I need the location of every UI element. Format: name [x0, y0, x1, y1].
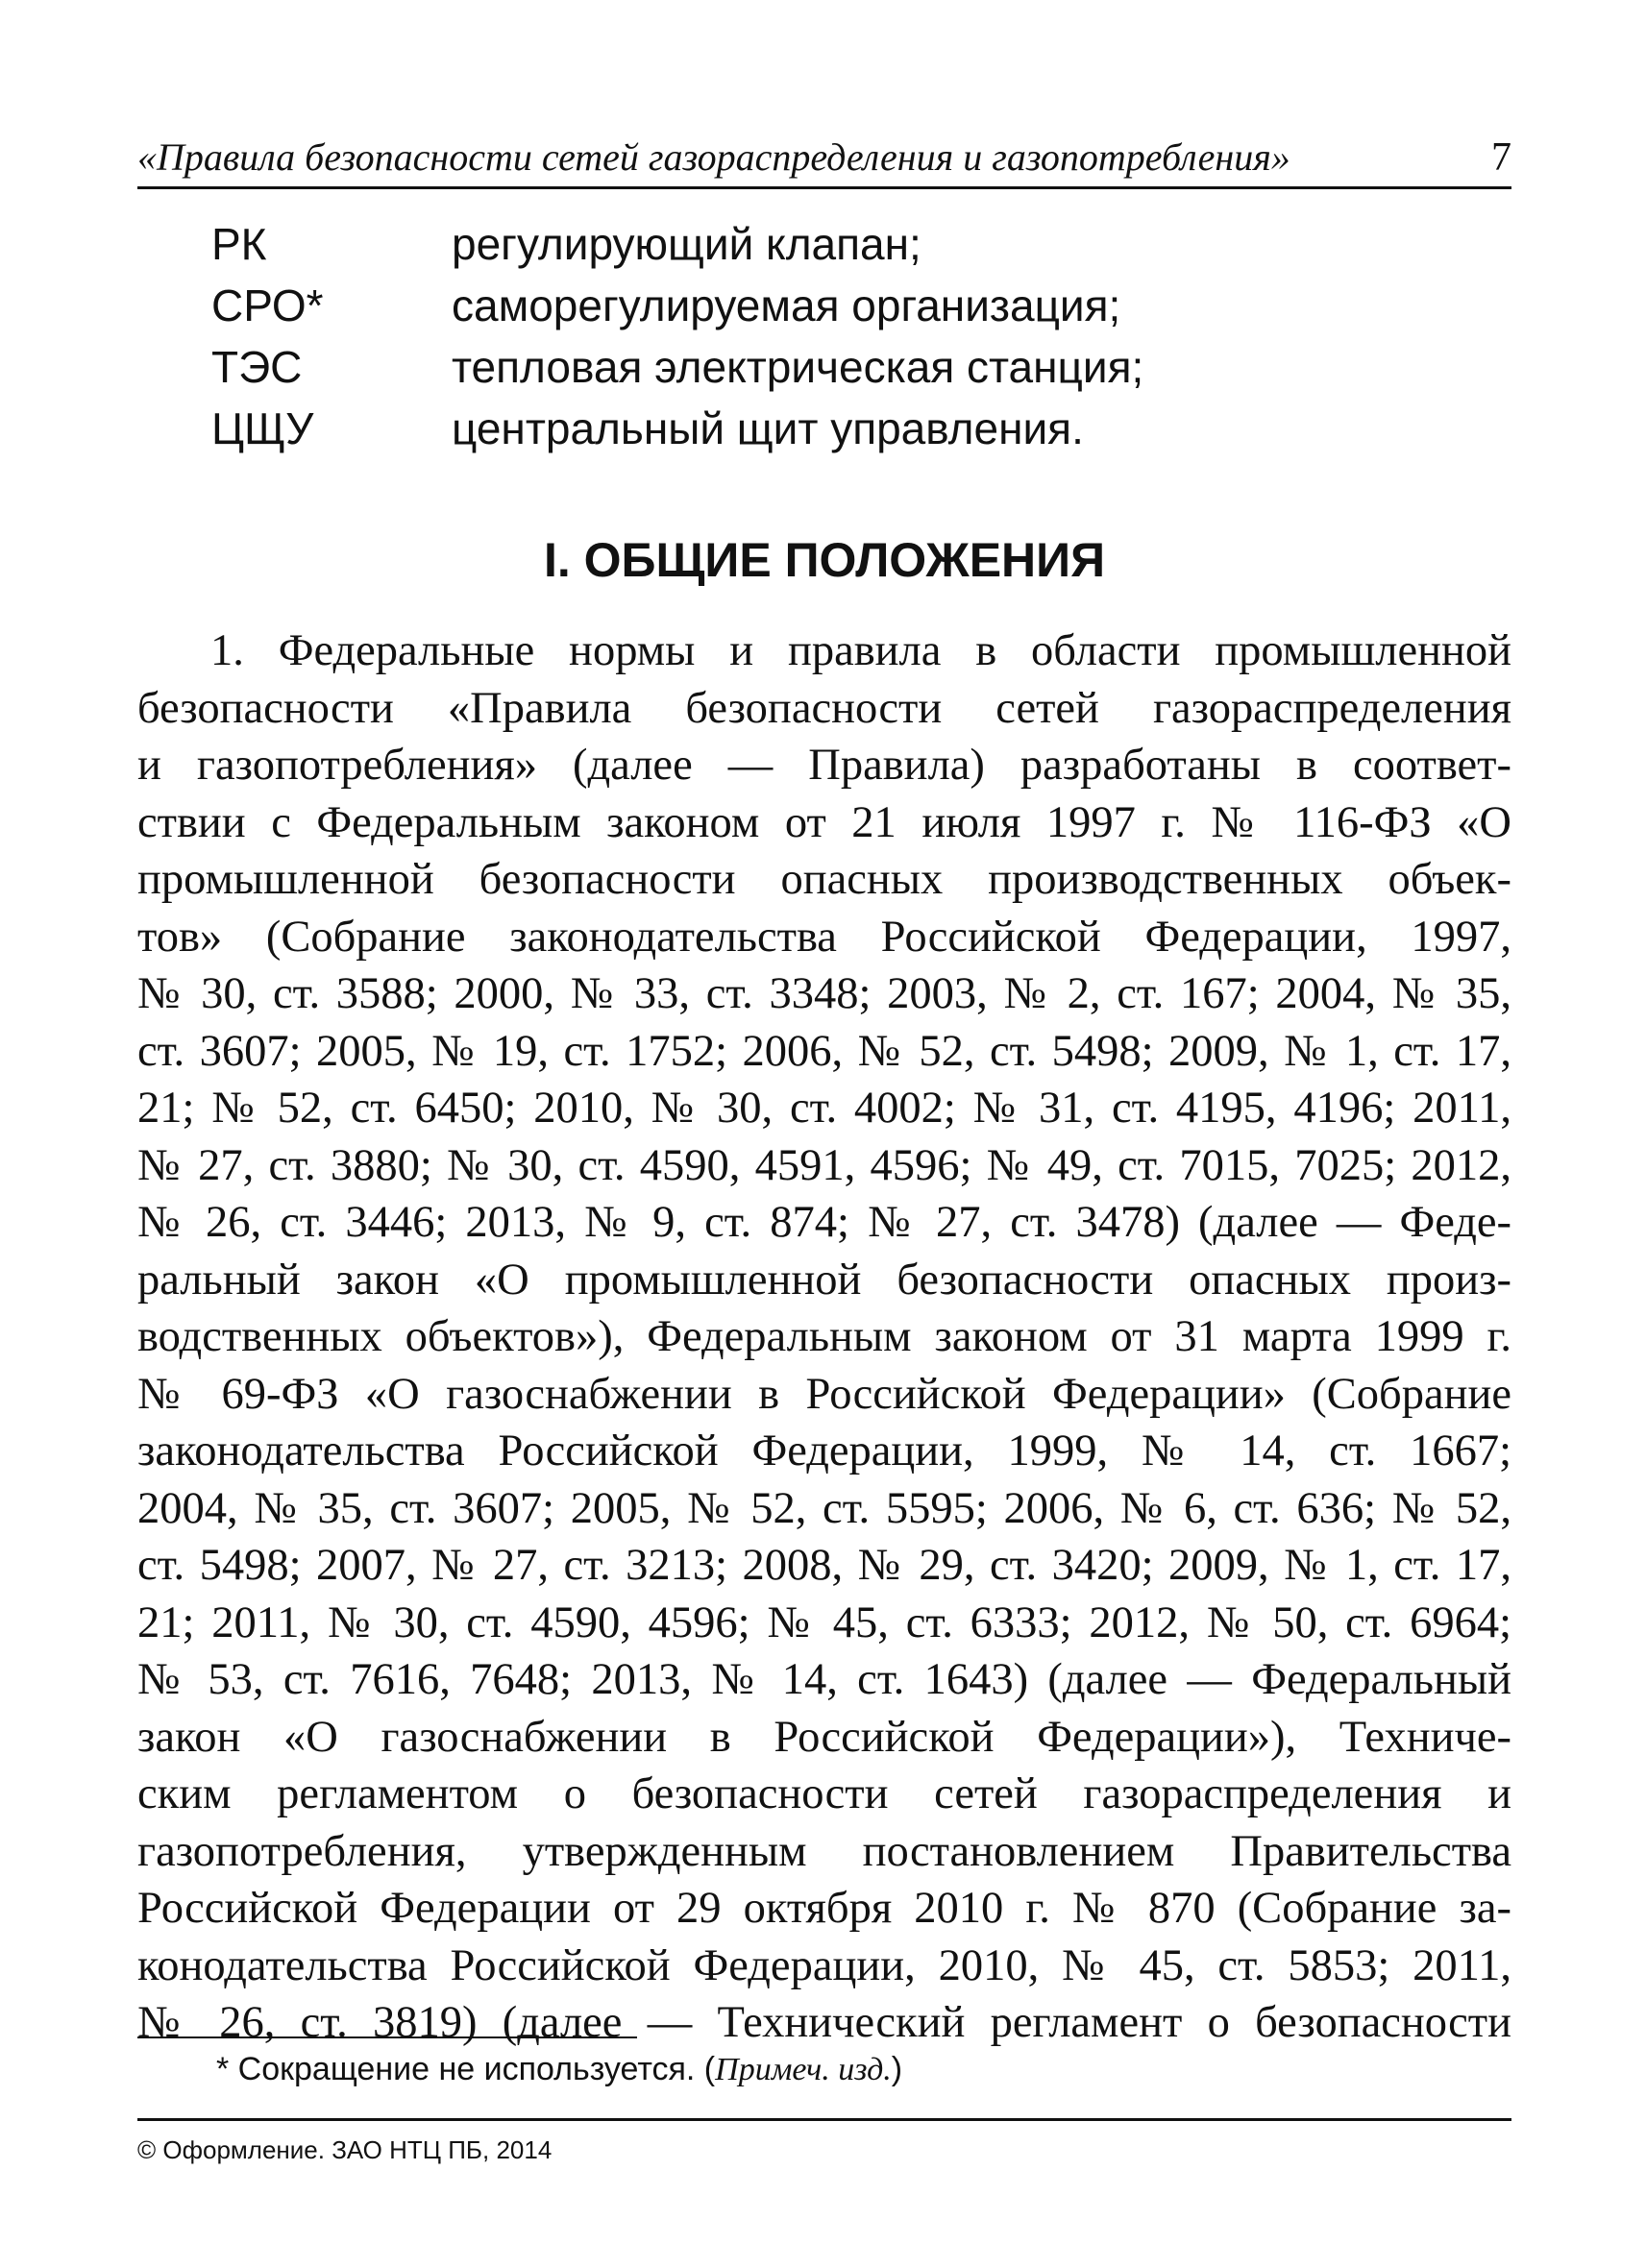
paragraph-line: безопасности «Правила безопасности сетей газораспределения [137, 683, 1511, 733]
footnote [216, 2048, 902, 2091]
paragraph-line: 21; 2011, № 30, ст. 4590, 4596; № 45, ст. 6333; 2012, № 50, ст. 6964; [137, 1597, 1511, 1647]
paragraph-line: Российской Федерации от 29 октября 2010 г. № 870 (Собрание за- [137, 1884, 1511, 1933]
copyright-notice: © Оформление. ЗАО НТЦ ПБ, 2014 [137, 2135, 553, 2164]
paragraph-line: газопотребления, утвержденным постановлением Правительства [137, 1826, 1511, 1876]
paragraph-line: и газопотребления» (далее — Правила) разработаны в соответ- [137, 741, 1511, 790]
abbreviation-definition: центральный щит управления. [452, 403, 1084, 453]
footnote-editor-note: Примеч. изд. [715, 2052, 892, 2087]
paragraph-line: водственных объектов»), Федеральным законом от 31 марта 1999 г. [137, 1312, 1511, 1361]
paragraph-line: 2004, № 35, ст. 3607; 2005, № 52, ст. 5595; 2006, № 6, ст. 636; № 52, [137, 1483, 1511, 1533]
paragraph-line: 21; № 52, ст. 6450; 2010, № 30, ст. 4002; № 31, ст. 4195, 4196; 2011, [137, 1084, 1511, 1133]
paragraph-line: ральный закон «О промышленной безопасности опасных произ- [137, 1255, 1511, 1305]
paragraph-line: ствии с Федеральным законом от 21 июля 1997 г. № 116-ФЗ «О [137, 797, 1511, 847]
running-header [137, 133, 1511, 189]
abbreviation-row [211, 275, 1461, 336]
abbreviation-definition: регулирующий клапан; [452, 219, 921, 269]
paragraph-line: ст. 3607; 2005, № 19, ст. 1752; 2006, № 52, ст. 5498; 2009, № 1, ст. 17, [137, 1026, 1511, 1076]
abbreviation-term: СРО* [211, 280, 324, 330]
paragraph-line: закон «О газоснабжении в Российской Федерации»), Техниче- [137, 1712, 1511, 1762]
page-number: 7 [1491, 135, 1511, 180]
paragraph-line: № 26, ст. 3819) (далее — Технический регламент о безопасности [137, 1998, 1511, 2047]
abbreviation-row [211, 336, 1461, 398]
bottom-divider [137, 2118, 1511, 2121]
running-header-title: «Правила безопасности сетей газораспределения и газопотребления» [137, 135, 1290, 179]
paragraph-line: ст. 5498; 2007, № 27, ст. 3213; 2008, № 29, ст. 3420; 2009, № 1, ст. 17, [137, 1541, 1511, 1590]
paragraph-line: № 30, ст. 3588; 2000, № 33, ст. 3348; 2003, № 2, ст. 167; 2004, № 35, [137, 969, 1511, 1018]
paragraph-line: конодательства Российской Федерации, 2010, № 45, ст. 5853; 2011, [137, 1940, 1511, 1990]
abbreviation-term: ЦЩУ [211, 403, 314, 453]
paragraph-line: ским регламентом о безопасности сетей газораспределения и [137, 1769, 1511, 1818]
paragraph-line: № 69-ФЗ «О газоснабжении в Российской Федерации» (Собрание [137, 1369, 1511, 1419]
paragraph-line: № 27, ст. 3880; № 30, ст. 4590, 4591, 4596; № 49, ст. 7015, 7025; 2012, [137, 1140, 1511, 1190]
section-heading: I. ОБЩИЕ ПОЛОЖЕНИЯ [543, 533, 1106, 587]
body-paragraph [137, 622, 1511, 2052]
footnote-divider [137, 2036, 637, 2038]
abbreviation-term: РК [211, 219, 267, 269]
footnote-text: * Сокращение не используется. ( [216, 2051, 716, 2087]
footnote-close: ) [891, 2051, 903, 2087]
abbreviation-definition: тепловая электрическая станция; [452, 342, 1144, 392]
paragraph-line: № 26, ст. 3446; 2013, № 9, ст. 874; № 27, ст. 3478) (далее — Феде- [137, 1198, 1511, 1247]
paragraph-line: законодательства Российской Федерации, 1999, № 14, ст. 1667; [137, 1427, 1511, 1475]
abbreviation-definition: саморегулируемая организация; [452, 280, 1121, 330]
abbreviation-term: ТЭС [211, 342, 303, 392]
paragraph-line: промышленной безопасности опасных производственных объек- [137, 855, 1511, 904]
abbreviation-row [211, 213, 1461, 275]
abbreviation-row [211, 398, 1461, 459]
paragraph-line: тов» (Собрание законодательства Российской Федерации, 1997, [137, 912, 1511, 962]
abbreviations-list [211, 213, 1461, 459]
paragraph-line: № 53, ст. 7616, 7648; 2013, № 14, ст. 1643) (далее — Федеральный [137, 1655, 1511, 1704]
paragraph-line: 1. Федеральные нормы и правила в области промышленной [210, 626, 1511, 675]
